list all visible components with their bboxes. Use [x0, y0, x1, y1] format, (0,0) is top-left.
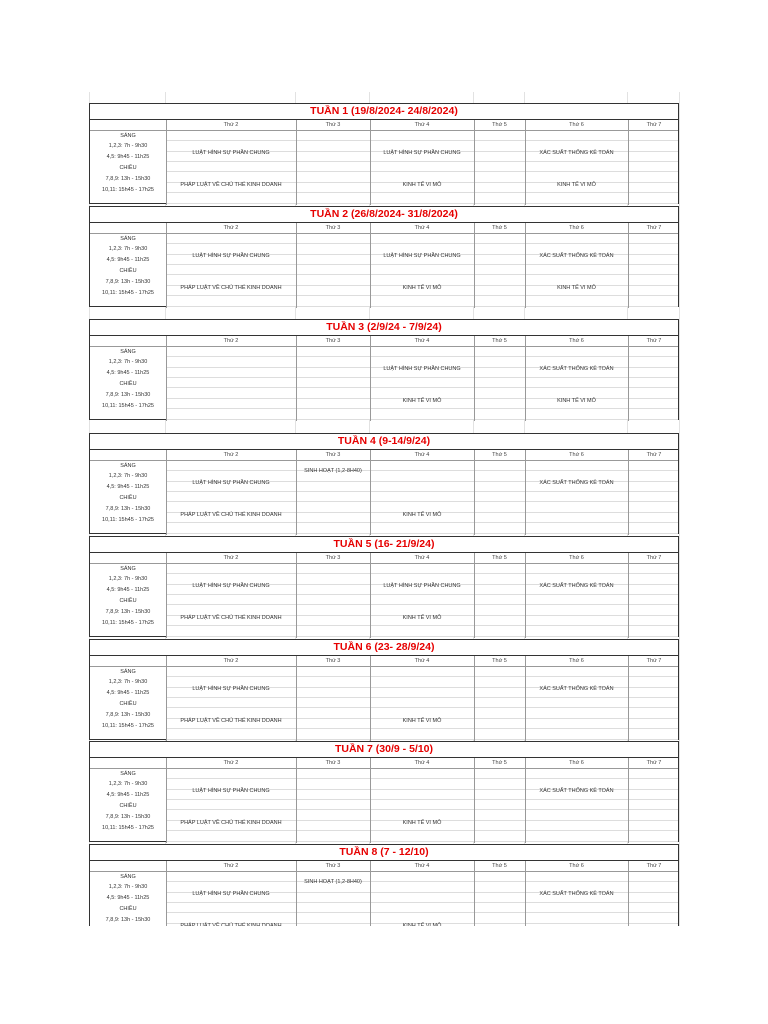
- week-table: [89, 433, 679, 534]
- week-table: [89, 639, 679, 740]
- week-title: TUẦN 1 (19/8/2024- 24/8/2024): [90, 104, 678, 120]
- day-header: Thứ 4: [414, 122, 430, 128]
- week-title: TUẦN 7 (30/9 - 5/10): [90, 742, 678, 758]
- time-slot-label: CHIỀU: [119, 701, 137, 707]
- subject-cell: LUẬT HÌNH SỰ PHẦN CHUNG: [192, 583, 270, 589]
- time-slot-label: 4,5: 9h45 - 11h25: [106, 792, 150, 798]
- time-slot-label: 7,8,9: 13h - 15h30: [105, 279, 151, 285]
- time-slot-label: 7,8,9: 13h - 15h30: [105, 609, 151, 615]
- time-slot-label: 4,5: 9h45 - 11h25: [106, 895, 150, 901]
- subject-cell: PHÁP LUẬT VỀ CHỦ THỂ KINH DOANH: [180, 820, 282, 826]
- day-header: Thứ 6: [569, 338, 584, 344]
- day-header: Thứ 5: [492, 122, 507, 128]
- week-grid: [90, 656, 678, 741]
- subject-cell: PHÁP LUẬT VỀ CHỦ THỂ KINH DOANH: [180, 512, 282, 518]
- day-header: Thứ 4: [414, 555, 430, 561]
- day-header: Thứ 4: [414, 338, 430, 344]
- day-header: Thứ 5: [492, 225, 507, 231]
- time-slot-label: CHIỀU: [119, 598, 137, 604]
- column-divider: [474, 120, 475, 205]
- column-divider: [474, 336, 475, 421]
- row-divider: [166, 625, 678, 626]
- day-header: Thứ 2: [223, 338, 239, 344]
- time-slot-label: SÁNG: [120, 463, 136, 469]
- day-header: Thứ 3: [325, 658, 341, 664]
- week-title: TUẦN 2 (26/8/2024- 31/8/2024): [90, 207, 678, 223]
- column-divider: [474, 553, 475, 638]
- time-slot-label: 4,5: 9h45 - 11h25: [106, 370, 150, 376]
- day-header: Thứ 7: [646, 658, 662, 664]
- row-divider: [166, 295, 678, 296]
- day-header: Thứ 6: [569, 555, 584, 561]
- day-header: Thứ 7: [646, 225, 662, 231]
- subject-cell: PHÁP LUẬT VỀ CHỦ THỂ KINH DOANH: [180, 718, 282, 724]
- time-slot-label: 1,2,3: 7h - 9h30: [108, 473, 148, 479]
- week-grid: [90, 450, 678, 535]
- subject-cell: KINH TẾ VI MÔ: [557, 182, 596, 188]
- row-divider: [166, 739, 678, 740]
- time-slot-label: 1,2,3: 7h - 9h30: [108, 359, 148, 365]
- column-divider: [166, 553, 167, 638]
- day-header: Thứ 7: [646, 452, 662, 458]
- time-slot-label: SÁNG: [120, 349, 136, 355]
- row-divider: [166, 501, 678, 502]
- time-slot-label: CHIỀU: [119, 381, 137, 387]
- time-slot-label: 7,8,9: 13h - 15h30: [105, 392, 151, 398]
- header-divider: [90, 130, 678, 131]
- row-divider: [166, 676, 678, 677]
- column-divider: [474, 656, 475, 741]
- subject-cell: LUẬT HÌNH SỰ PHẦN CHUNG: [192, 891, 270, 897]
- header-divider: [90, 871, 678, 872]
- day-header: Thứ 2: [223, 452, 239, 458]
- column-divider: [296, 758, 297, 843]
- column-divider: [296, 336, 297, 421]
- column-divider: [525, 656, 526, 741]
- row-divider: [166, 881, 678, 882]
- subject-cell: XÁC SUẤT THỐNG KÊ TOÁN: [539, 891, 614, 897]
- header-divider: [90, 233, 678, 234]
- subject-cell: XÁC SUẤT THỐNG KÊ TOÁN: [539, 686, 614, 692]
- time-slot-label: CHIỀU: [119, 906, 137, 912]
- week-title: TUẦN 8 (7 - 12/10): [90, 845, 678, 861]
- time-slot-label: SÁNG: [120, 133, 136, 139]
- day-header: Thứ 6: [569, 452, 584, 458]
- column-divider: [628, 223, 629, 308]
- time-slot-label: 7,8,9: 13h - 15h30: [105, 917, 151, 923]
- subject-cell: KINH TẾ VI MÔ: [557, 398, 596, 404]
- column-divider: [166, 450, 167, 535]
- subject-cell: XÁC SUẤT THỐNG KÊ TOÁN: [539, 366, 614, 372]
- column-divider: [628, 450, 629, 535]
- week-grid: [90, 758, 678, 843]
- day-header: Thứ 4: [414, 452, 430, 458]
- day-header: Thứ 3: [325, 452, 341, 458]
- time-slot-label: 4,5: 9h45 - 11h25: [106, 257, 150, 263]
- time-slot-label: 1,2,3: 7h - 9h30: [108, 781, 148, 787]
- column-divider: [628, 758, 629, 843]
- time-slot-label: 10,11: 15h45 - 17h25: [102, 517, 154, 523]
- row-divider: [166, 491, 678, 492]
- subject-cell: LUẬT HÌNH SỰ PHẦN CHUNG: [192, 150, 270, 156]
- row-divider: [166, 728, 678, 729]
- time-slot-label: 1,2,3: 7h - 9h30: [108, 143, 148, 149]
- subject-cell: LUẬT HÌNH SỰ PHẦN CHUNG: [192, 686, 270, 692]
- time-slot-label: SÁNG: [120, 236, 136, 242]
- subject-cell: PHÁP LUẬT VỀ CHỦ THỂ KINH DOANH: [180, 615, 282, 621]
- row-divider: [166, 841, 678, 842]
- column-divider: [296, 656, 297, 741]
- row-divider: [166, 306, 678, 307]
- day-header: Thứ 2: [223, 760, 239, 766]
- time-slot-label: 10,11: 15h45 - 17h25: [102, 620, 154, 626]
- column-divider: [525, 336, 526, 421]
- day-header: Thứ 3: [325, 122, 341, 128]
- time-slot-label: 4,5: 9h45 - 11h25: [106, 690, 150, 696]
- column-divider: [370, 336, 371, 421]
- page-cutoff: [0, 926, 768, 1024]
- time-slot-label: 1,2,3: 7h - 9h30: [108, 884, 148, 890]
- week-table: [89, 536, 679, 637]
- row-divider: [166, 533, 678, 534]
- column-divider: [525, 120, 526, 205]
- subject-cell: XÁC SUẤT THỐNG KÊ TOÁN: [539, 150, 614, 156]
- column-divider: [166, 758, 167, 843]
- day-header: Thứ 3: [325, 760, 341, 766]
- day-header: Thứ 4: [414, 863, 430, 869]
- week-title: TUẦN 3 (2/9/24 - 7/9/24): [90, 320, 678, 336]
- day-header: Thứ 7: [646, 555, 662, 561]
- row-divider: [166, 387, 678, 388]
- column-divider: [474, 758, 475, 843]
- subject-cell: LUẬT HÌNH SỰ PHẦN CHUNG: [383, 150, 461, 156]
- day-header: Thứ 7: [646, 863, 662, 869]
- subject-cell: LUẬT HÌNH SỰ PHẦN CHUNG: [383, 583, 461, 589]
- row-divider: [166, 203, 678, 204]
- day-header: Thứ 2: [223, 225, 239, 231]
- day-header: Thứ 3: [325, 555, 341, 561]
- column-divider: [166, 120, 167, 205]
- column-divider: [525, 758, 526, 843]
- time-slot-label: 10,11: 15h45 - 17h25: [102, 403, 154, 409]
- week-title: TUẦN 4 (9-14/9/24): [90, 434, 678, 450]
- time-slot-label: 1,2,3: 7h - 9h30: [108, 679, 148, 685]
- row-divider: [166, 192, 678, 193]
- day-header: Thứ 5: [492, 863, 507, 869]
- day-header: Thứ 7: [646, 338, 662, 344]
- day-header: Thứ 4: [414, 658, 430, 664]
- day-header: Thứ 5: [492, 452, 507, 458]
- day-header: Thứ 3: [325, 225, 341, 231]
- column-divider: [628, 120, 629, 205]
- header-divider: [90, 666, 678, 667]
- column-divider: [370, 656, 371, 741]
- time-slot-label: 1,2,3: 7h - 9h30: [108, 246, 148, 252]
- week-grid: [90, 336, 678, 421]
- week-grid: [90, 223, 678, 308]
- row-divider: [166, 573, 678, 574]
- column-divider: [370, 223, 371, 308]
- row-divider: [166, 419, 678, 420]
- row-divider: [166, 707, 678, 708]
- column-divider: [628, 336, 629, 421]
- time-slot-label: 4,5: 9h45 - 11h25: [106, 484, 150, 490]
- row-divider: [166, 778, 678, 779]
- row-divider: [166, 522, 678, 523]
- column-divider: [370, 450, 371, 535]
- time-slot-label: 10,11: 15h45 - 17h25: [102, 825, 154, 831]
- subject-cell: LUẬT HÌNH SỰ PHẦN CHUNG: [383, 253, 461, 259]
- subject-cell: KINH TẾ VI MÔ: [402, 820, 442, 826]
- week-title: TUẦN 6 (23- 28/9/24): [90, 640, 678, 656]
- time-slot-label: SÁNG: [120, 669, 136, 675]
- time-slot-label: 7,8,9: 13h - 15h30: [105, 506, 151, 512]
- day-header: Thứ 5: [492, 555, 507, 561]
- time-slot-label: 10,11: 15h45 - 17h25: [102, 723, 154, 729]
- week-table: [89, 206, 679, 307]
- week-table: [89, 741, 679, 842]
- subject-cell: KINH TẾ VI MÔ: [402, 615, 442, 621]
- column-divider: [628, 553, 629, 638]
- subject-cell: LUẬT HÌNH SỰ PHẦN CHUNG: [383, 366, 461, 372]
- day-header: Thứ 3: [325, 338, 341, 344]
- row-divider: [166, 243, 678, 244]
- subject-cell: KINH TẾ VI MÔ: [402, 398, 442, 404]
- row-divider: [166, 799, 678, 800]
- day-header: Thứ 2: [223, 863, 239, 869]
- column-divider: [370, 553, 371, 638]
- day-header: Thứ 6: [569, 658, 584, 664]
- day-header: Thứ 3: [325, 863, 341, 869]
- row-divider: [166, 356, 678, 357]
- day-header: Thứ 2: [223, 122, 239, 128]
- week-table: [89, 103, 679, 204]
- day-header: Thứ 5: [492, 760, 507, 766]
- subject-cell: KINH TẾ VI MÔ: [402, 182, 442, 188]
- sheet-gridline: [679, 92, 680, 926]
- day-header: Thứ 7: [646, 760, 662, 766]
- day-header: Thứ 6: [569, 760, 584, 766]
- header-divider: [90, 768, 678, 769]
- column-divider: [525, 450, 526, 535]
- column-divider: [296, 450, 297, 535]
- column-divider: [525, 223, 526, 308]
- row-divider: [166, 264, 678, 265]
- time-slot-label: 10,11: 15h45 - 17h25: [102, 187, 154, 193]
- column-divider: [525, 553, 526, 638]
- subject-cell: PHÁP LUẬT VỀ CHỦ THỂ KINH DOANH: [180, 285, 282, 291]
- row-divider: [166, 902, 678, 903]
- day-header: Thứ 2: [223, 555, 239, 561]
- column-divider: [166, 223, 167, 308]
- subject-cell: SINH HOẠT (1,2-8H40): [304, 468, 362, 474]
- column-divider: [474, 223, 475, 308]
- day-header: Thứ 6: [569, 122, 584, 128]
- row-divider: [166, 697, 678, 698]
- column-divider: [166, 336, 167, 421]
- subject-cell: LUẬT HÌNH SỰ PHẦN CHUNG: [192, 480, 270, 486]
- row-divider: [166, 408, 678, 409]
- day-header: Thứ 4: [414, 760, 430, 766]
- time-slot-label: SÁNG: [120, 566, 136, 572]
- subject-cell: XÁC SUẤT THỐNG KÊ TOÁN: [539, 788, 614, 794]
- column-divider: [296, 223, 297, 308]
- subject-cell: XÁC SUẤT THỐNG KÊ TOÁN: [539, 480, 614, 486]
- time-slot-label: 4,5: 9h45 - 11h25: [106, 154, 150, 160]
- time-slot-label: 10,11: 15h45 - 17h25: [102, 290, 154, 296]
- subject-cell: KINH TẾ VI MÔ: [402, 285, 442, 291]
- row-divider: [166, 830, 678, 831]
- row-divider: [166, 140, 678, 141]
- header-divider: [90, 346, 678, 347]
- time-slot-label: 7,8,9: 13h - 15h30: [105, 712, 151, 718]
- column-divider: [628, 656, 629, 741]
- subject-cell: PHÁP LUẬT VỀ CHỦ THỂ KINH DOANH: [180, 182, 282, 188]
- time-slot-label: 4,5: 9h45 - 11h25: [106, 587, 150, 593]
- subject-cell: SINH HOẠT (1,2-8H40): [304, 879, 362, 885]
- row-divider: [166, 377, 678, 378]
- week-title: TUẦN 5 (16- 21/9/24): [90, 537, 678, 553]
- day-header: Thứ 7: [646, 122, 662, 128]
- time-slot-label: 7,8,9: 13h - 15h30: [105, 176, 151, 182]
- column-divider: [370, 758, 371, 843]
- week-table: [89, 319, 679, 420]
- row-divider: [166, 161, 678, 162]
- day-header: Thứ 5: [492, 658, 507, 664]
- row-divider: [166, 809, 678, 810]
- time-slot-label: 7,8,9: 13h - 15h30: [105, 814, 151, 820]
- column-divider: [296, 120, 297, 205]
- subject-cell: KINH TẾ VI MÔ: [557, 285, 596, 291]
- time-slot-label: SÁNG: [120, 874, 136, 880]
- time-slot-label: CHIỀU: [119, 803, 137, 809]
- subject-cell: KINH TẾ VI MÔ: [402, 512, 442, 518]
- column-divider: [296, 553, 297, 638]
- column-divider: [474, 450, 475, 535]
- day-header: Thứ 6: [569, 863, 584, 869]
- subject-cell: LUẬT HÌNH SỰ PHẦN CHUNG: [192, 788, 270, 794]
- column-divider: [166, 656, 167, 741]
- subject-cell: KINH TẾ VI MÔ: [402, 718, 442, 724]
- row-divider: [166, 470, 678, 471]
- week-grid: [90, 120, 678, 205]
- row-divider: [166, 171, 678, 172]
- time-slot-label: 1,2,3: 7h - 9h30: [108, 576, 148, 582]
- subject-cell: LUẬT HÌNH SỰ PHẦN CHUNG: [192, 253, 270, 259]
- row-divider: [166, 912, 678, 913]
- subject-cell: XÁC SUẤT THỐNG KÊ TOÁN: [539, 583, 614, 589]
- day-header: Thứ 4: [414, 225, 430, 231]
- row-divider: [166, 604, 678, 605]
- time-slot-label: SÁNG: [120, 771, 136, 777]
- row-divider: [166, 636, 678, 637]
- row-divider: [166, 594, 678, 595]
- header-divider: [90, 563, 678, 564]
- day-header: Thứ 6: [569, 225, 584, 231]
- day-header: Thứ 2: [223, 658, 239, 664]
- time-slot-label: CHIỀU: [119, 495, 137, 501]
- subject-cell: XÁC SUẤT THỐNG KÊ TOÁN: [539, 253, 614, 259]
- day-header: Thứ 5: [492, 338, 507, 344]
- column-divider: [370, 120, 371, 205]
- time-slot-label: CHIỀU: [119, 165, 137, 171]
- time-slot-label: CHIỀU: [119, 268, 137, 274]
- header-divider: [90, 460, 678, 461]
- row-divider: [166, 274, 678, 275]
- week-grid: [90, 553, 678, 638]
